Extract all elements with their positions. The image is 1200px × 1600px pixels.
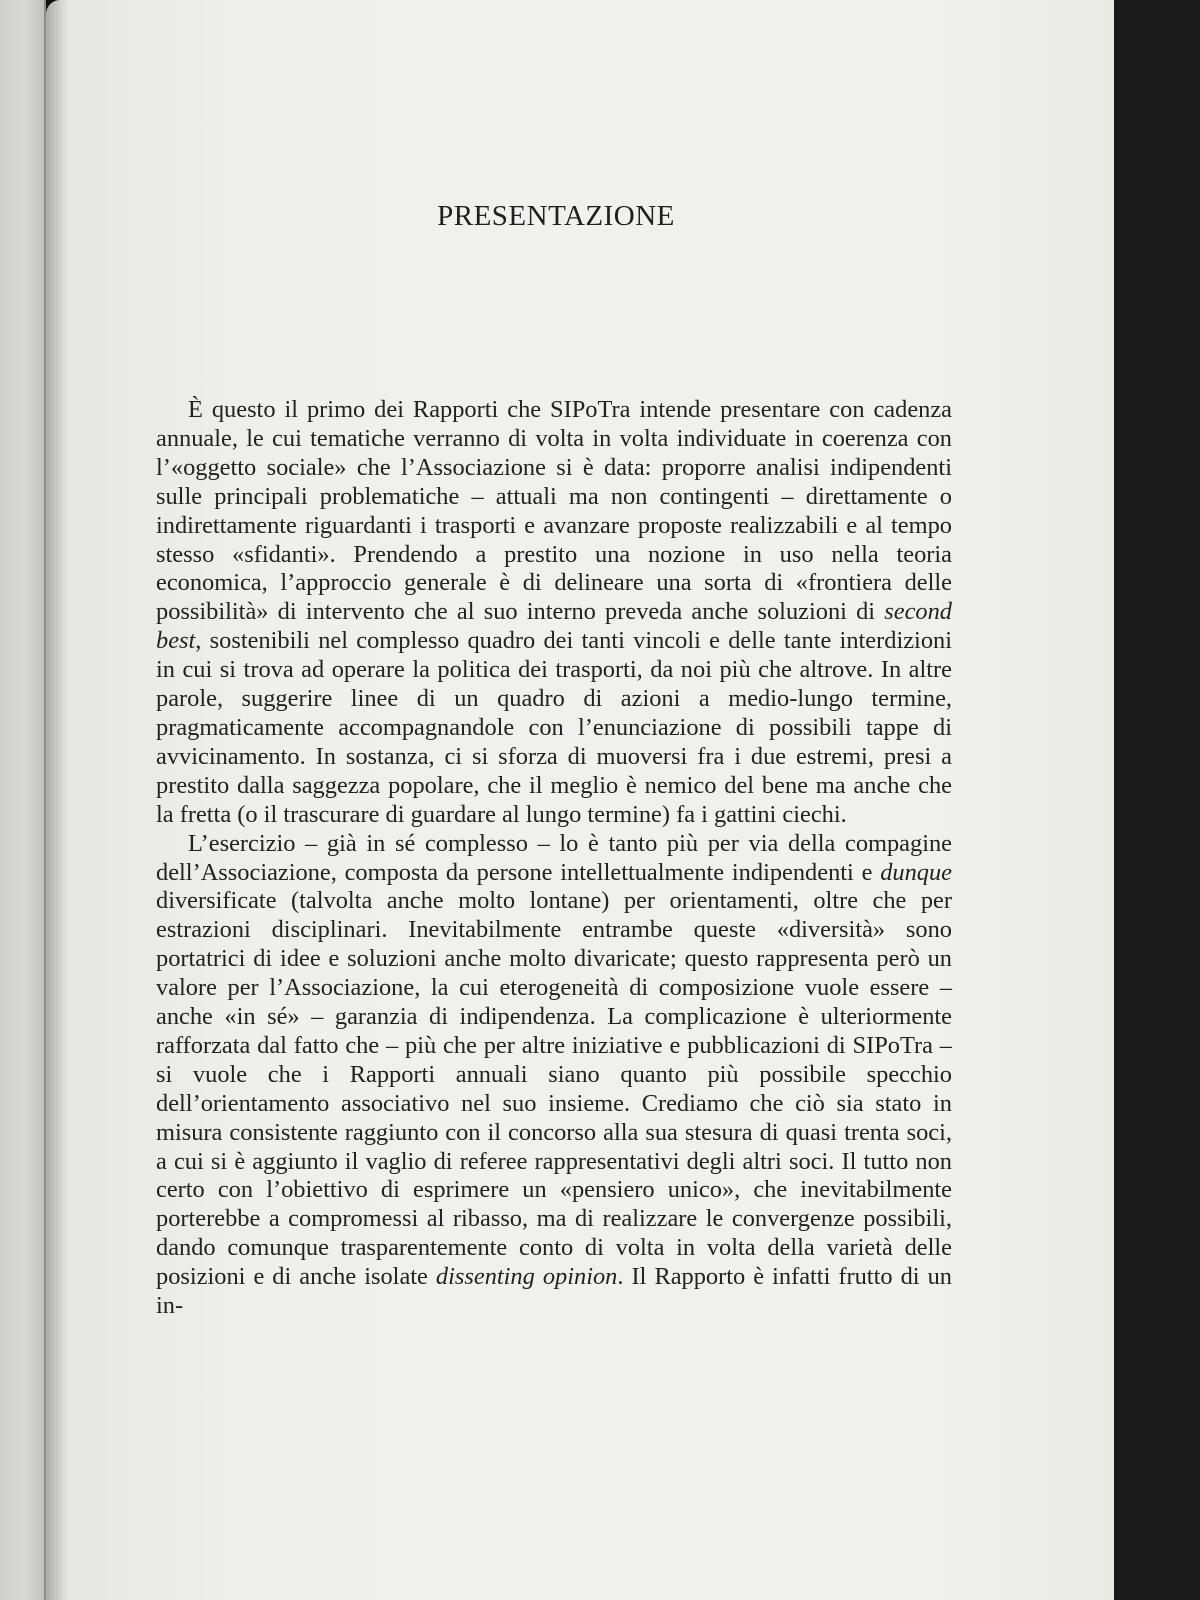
text-segment: . Il Rapporto è infatti frutto di un in- — [156, 1263, 952, 1320]
text-segment: È questo il primo dei Rapporti che SIPoTra intende presentare con cadenza annuale, le cui tematiche verranno di volta in volta individuate in coerenza con l’«oggetto sociale» che l’Associazione si è data: proporre analisi indipendenti sulle principali problematiche – attuali ma non contingenti – direttamente o indirettamente riguardanti i trasporti e avanzare proposte realizzabili e al tempo stesso «sfidanti». Prendendo a prestito una nozione in uso nella teoria economica, l’approccio generale è di delineare una sorta di «frontiera delle possibilità» di intervento che al suo interno preveda anche soluzioni di — [156, 396, 952, 626]
italic-segment: second best — [156, 598, 952, 655]
body-text — [156, 396, 952, 1321]
italic-segment: dunque — [880, 858, 952, 886]
italic-segment: dissenting opinion — [435, 1263, 618, 1291]
paragraph-2 — [156, 830, 952, 1321]
paragraph-1 — [156, 396, 952, 830]
text-segment: , sostenibili nel complesso quadro dei tanti vincoli e delle tante interdizioni in cui si trova ad operare la politica dei trasporti, da noi più che altrove. In altre parole, suggerire linee di un quadro di azioni a medio-lungo termine, pragmaticamente accompagnandole con l’enunciazione di possibili tappe di avvicinamento. In sostanza, ci si sforza di muoversi fra i due estremi, presi a prestito dalla saggezza popolare, che il meglio è nemico del bene ma anche che la fretta (o il trascurare di guardare al lungo termine) fa i gattini ciechi. — [156, 627, 952, 828]
text-segment: diversificate (talvolta anche molto lontane) per orientamenti, oltre che per estrazioni disciplinari. Inevitabilmente entrambe queste «diversità» sono portatrici di idee e soluzioni anche molto divaricate; questo rappresenta però un valore per l’Associazione, la cui eterogeneità di composizione vuole essere – anche «in sé» – garanzia di indipendenza. La complicazione è ulteriormente rafforzata dal fatto che – più che per altre iniziative e pubblicazioni di SIPoTra – si vuole che i Rapporti annuali siano quanto più possibile specchio dell’orientamento associativo nel suo insieme. Crediamo che ciò sia stato in misura consistente raggiunto con il concorso alla sua stesura di quasi trenta soci, a cui si è aggiunto il vaglio di referee rappresentativi degli altri soci. Il tutto non certo con l’obiettivo di esprimere un «pensiero unico», che inevitabilmente porterebbe a compromessi al ribasso, ma di realizzare le convergenze possibili, dando comunque trasparentemente conto di volta in volta della varietà delle posizioni e di anche isolate — [156, 887, 952, 1291]
left-page-edge — [0, 0, 46, 1600]
gutter-shadow — [44, 0, 68, 1600]
page-title: PRESENTAZIONE — [437, 200, 675, 232]
background-edge — [1114, 0, 1200, 1600]
text-segment: L’esercizio – già in sé complesso – lo è tanto più per via della compagine dell’Associazione, composta da persone intellettualmente indipendenti e — [156, 829, 952, 886]
